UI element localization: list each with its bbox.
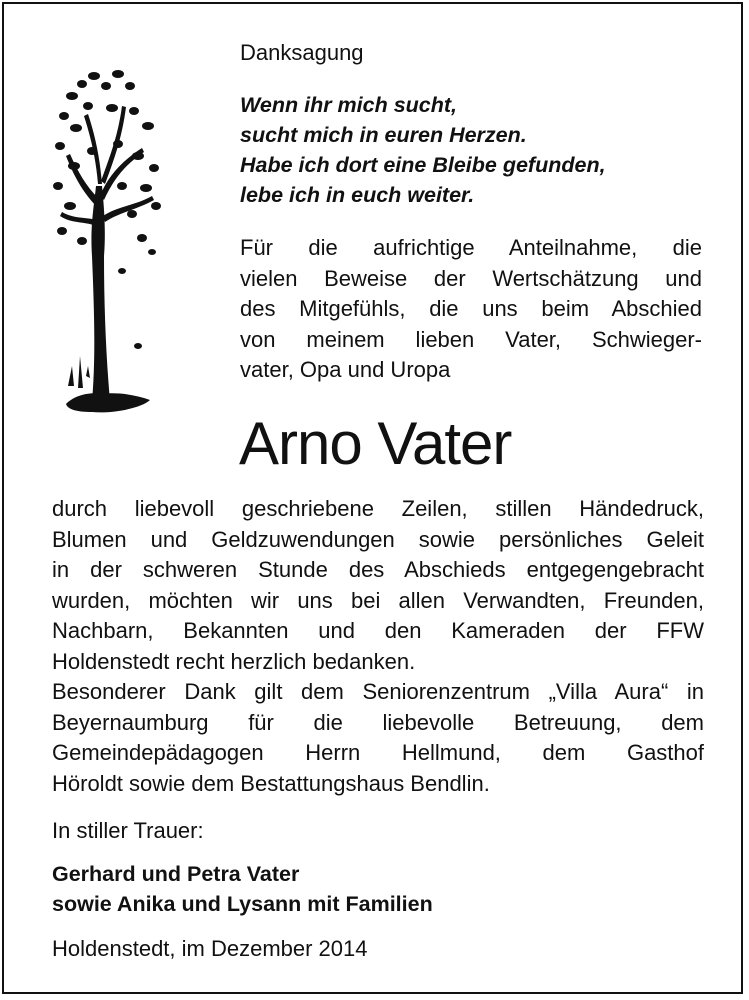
thanks-line: vielen Beweise der Wertschätzung und (240, 265, 702, 291)
body-line: wurden, möchten wir uns bei allen Verwandten, Freunden, (52, 587, 704, 613)
thanks-line: Für die aufrichtige Anteilnahme, die (240, 235, 702, 260)
body-line: Höroldt sowie dem Bestattungshaus Bendlin. (52, 770, 490, 796)
body-line: durch liebevoll geschriebene Zeilen, stillen Händedruck, (52, 496, 704, 521)
thanks-line: von meinem lieben Vater, Schwieger- (240, 326, 702, 352)
body-paragraph (52, 494, 704, 799)
poem-line: lebe ich in euch weiter. (240, 183, 475, 207)
family-line: sowie Anika und Lysann mit Familien (52, 892, 433, 916)
body-line: in der schweren Stunde des Abschieds entgegengebracht (52, 557, 704, 582)
thanks-line: des Mitgefühls, die uns beim Abschied (240, 296, 702, 321)
family-line: Gerhard und Petra Vater (52, 862, 300, 886)
body-line: Besonderer Dank gilt dem Seniorenzentrum „Villa Aura“ in (52, 679, 704, 704)
mourning-label: In stiller Trauer: (52, 818, 204, 843)
poem (240, 90, 606, 210)
place-date: Holdenstedt, im Dezember 2014 (52, 936, 368, 961)
poem-line: Wenn ihr mich sucht, (240, 93, 458, 117)
body-line: Beyernaumburg für die liebevolle Betreuung, dem (52, 709, 704, 735)
body-line: Nachbarn, Bekannten und den Kameraden der FFW (52, 618, 704, 643)
deceased-name: Arno Vater (239, 410, 512, 477)
thanks-line: vater, Opa und Uropa (240, 357, 451, 382)
body-line: Gemeindepädagogen Herrn Hellmund, dem Gasthof (52, 740, 704, 765)
body-line: Blumen und Geldzuwendungen sowie persönliches Geleit (52, 526, 704, 552)
thanks-paragraph (240, 233, 702, 386)
family-signature (52, 859, 433, 919)
poem-line: sucht mich in euren Herzen. (240, 123, 527, 147)
tree-icon (52, 56, 164, 428)
poem-line: Habe ich dort eine Bleibe gefunden, (240, 153, 606, 177)
body-line: Holdenstedt recht herzlich bedanken. (52, 648, 416, 674)
heading: Danksagung (240, 40, 364, 65)
obituary-notice (2, 2, 743, 994)
